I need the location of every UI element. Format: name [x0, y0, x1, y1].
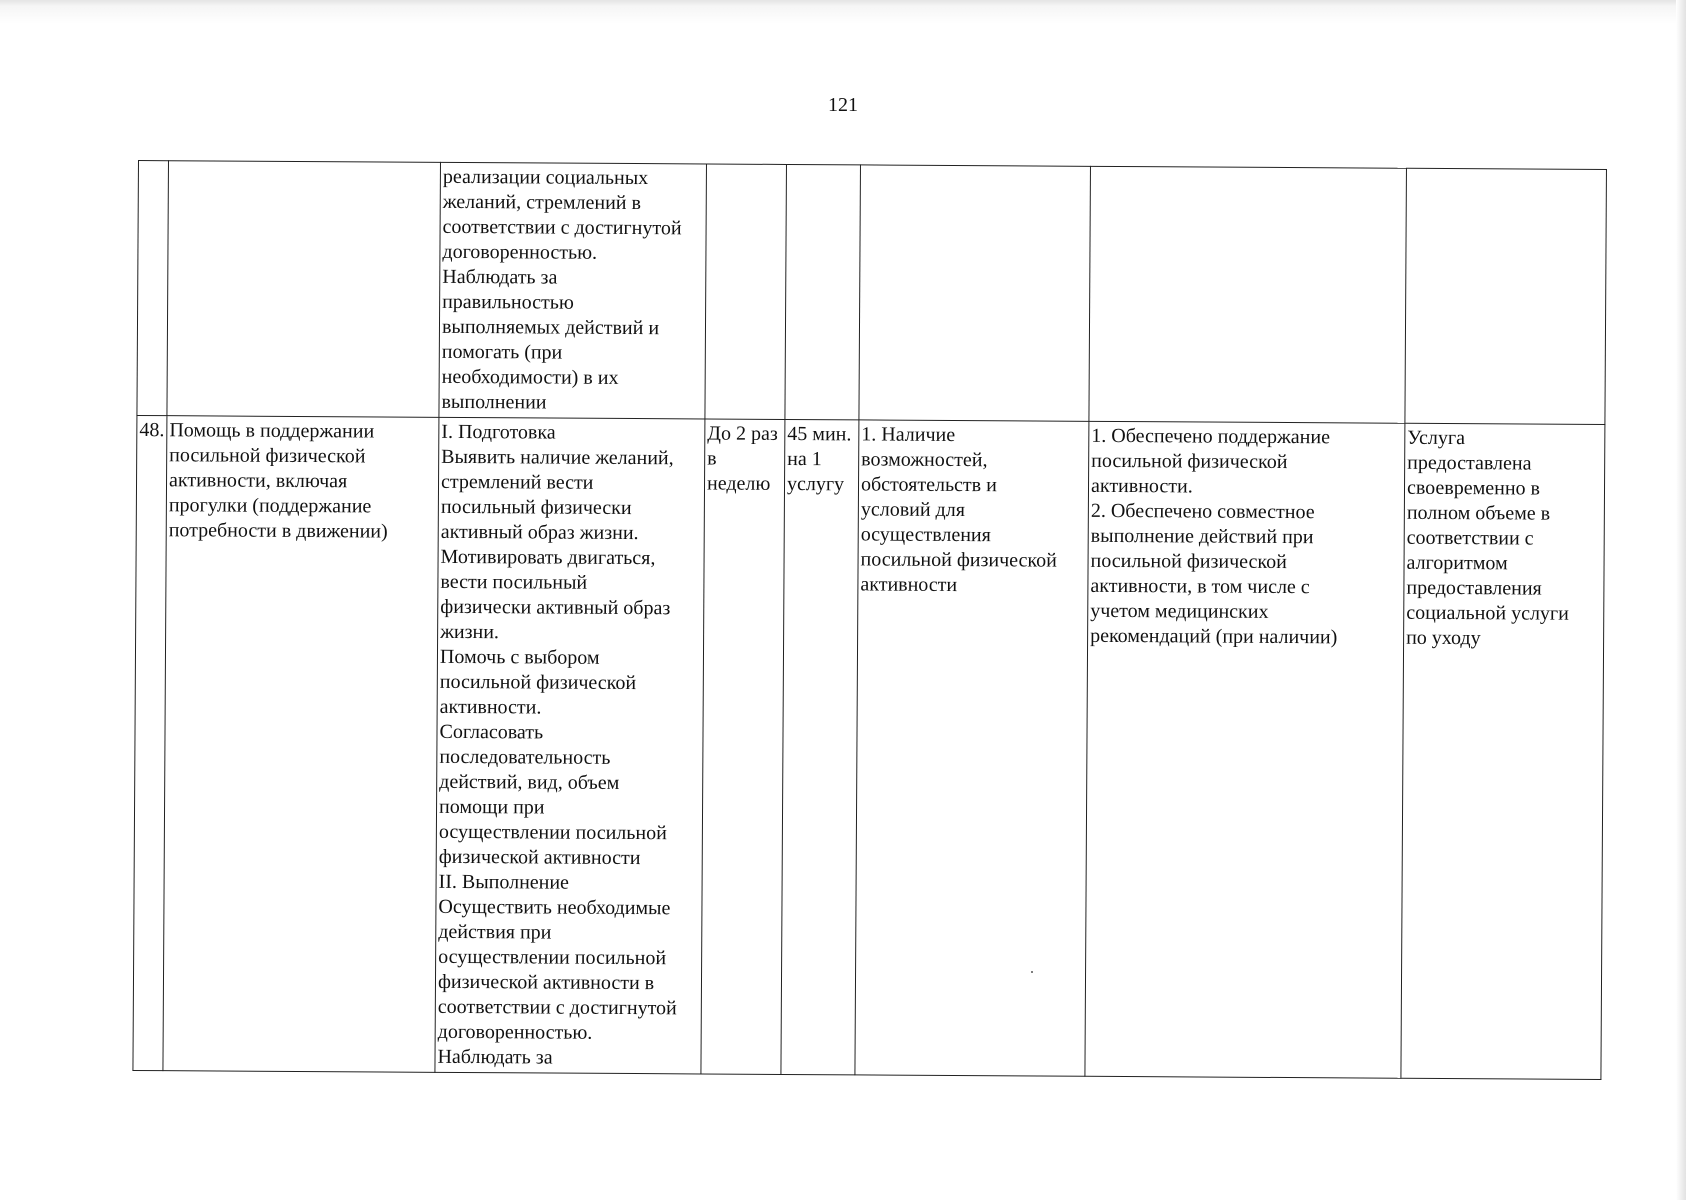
cell-service-name: Помощь в поддержании посильной физической активности, включая прогулки (поддержание потребности в движении) [163, 416, 439, 1073]
cell-service-content: реализации социальных желаний, стремлений в соответствии с достигнутой договоренностью. Наблюдать за правильностью выполняемых действий и помогать (при необходимости) в их выполнении [439, 162, 707, 419]
cell-service-name [167, 161, 441, 418]
scan-top-edge [0, 0, 1686, 36]
cell-periodicity [705, 164, 787, 419]
cell-conditions: 1. Наличие возможностей, обстоятельств и условий для осуществления посильной физической активности [855, 420, 1089, 1076]
services-table [132, 160, 1607, 1080]
scan-right-edge [1676, 0, 1686, 1200]
cell-result: 1. Обеспечено поддержание посильной физической активности. 2. Обеспечено совместное выполнение действий при посильной физической активности, в том числе с учетом медицинских рекомендаций (при наличии) [1085, 421, 1405, 1078]
cell-conditions [859, 165, 1091, 421]
table-row-48 [133, 415, 1605, 1079]
cell-periodicity: До 2 раз в неделю [701, 419, 785, 1074]
table-row-continuation [137, 161, 1607, 425]
page-number: 121 [828, 94, 858, 116]
scan-speck [1031, 971, 1033, 973]
cell-duration [785, 164, 861, 419]
cell-evaluation [1405, 168, 1607, 424]
cell-duration: 45 мин. на 1 услугу [781, 419, 859, 1074]
cell-evaluation: Услуга предоставлена своевременно в полном объеме в соответствии с алгоритмом предоставления социальной услуги по уходу [1401, 423, 1605, 1079]
cell-number: 48. [133, 415, 167, 1070]
cell-service-content: I. Подготовка Выявить наличие желаний, стремлений вести посильный физически активный образ жизни. Мотивировать двигаться, вести посильный физически активный образ жизни. Помочь с выбором посильной физической активности. Согласовать последовательность действий, вид, объем помощи при осуществлении посильной физической активности II. Выполнение Осуществить необходимые действия при осуществлении посильной физической активности в соответствии с достигнутой договоренностью. Наблюдать за [435, 417, 705, 1074]
cell-result [1089, 166, 1407, 423]
cell-number [137, 161, 169, 416]
